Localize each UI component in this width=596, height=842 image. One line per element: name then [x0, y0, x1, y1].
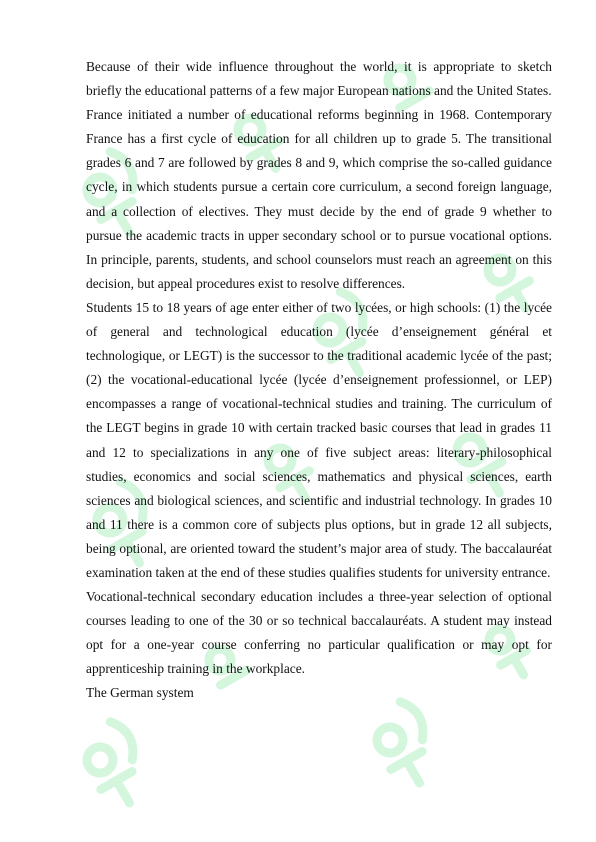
paragraph-vocational: Vocational-technical secondary education includes a three-year selection of optional courses leading to one of the 30 or so technical baccalauréats. A student may instead opt for a one-year course conferring no particular qualification or may opt for apprenticeship training in the workplace.: [86, 589, 552, 677]
paragraph-lycees: Students 15 to 18 years of age enter either of two lycées, or high schools: (1) the lycée of general and technological education (lycée d’enseignement général et technologique, or LEGT) is the successor to the traditional academic lycée of the past; (2) the vocational-educational lycée (lycée d’enseignement professionnel, or LEP) encompasses a range of vocational-technical studies and training. The curriculum of the LEGT begins in grade 10 with certain tracked basic courses that lead in grades 11 and 12 to specializations in any one of five subject areas: literary-philosophical studies, economics and social sciences, mathematics and physical sciences, earth sciences and biological sciences, and scientific and industrial technology. In grades 10 and 11 there is a common core of subjects plus options, but in grade 12 all subjects, being optional, are oriented toward the student’s major area of study. The baccalauréat examination taken at the end of these studies qualifies students for university entrance.: [86, 299, 552, 580]
section-heading: The German system: [86, 685, 194, 701]
paragraph-intro: Because of their wide influence throughout the world, it is appropriate to sketch briefly the educational patterns of a few major European nations and the United States.: [86, 59, 552, 99]
body-text: [86, 55, 552, 706]
paragraph-france-reforms: France initiated a number of educational reforms beginning in 1968. Contemporary France has a first cycle of education for all children up to grade 5. The transitional grades 6 and 7 are followed by grades 8 and 9, which comprise the so-called guidance cycle, in which students pursue a certain core curriculum, a second foreign language, and a collection of electives. They must decide by the end of grade 9 whether to pursue the academic tracts in upper secondary school or to pursue vocational options. In principle, parents, students, and school counselors must reach an agreement on this decision, but appeal procedures exist to resolve differences.: [86, 107, 552, 291]
